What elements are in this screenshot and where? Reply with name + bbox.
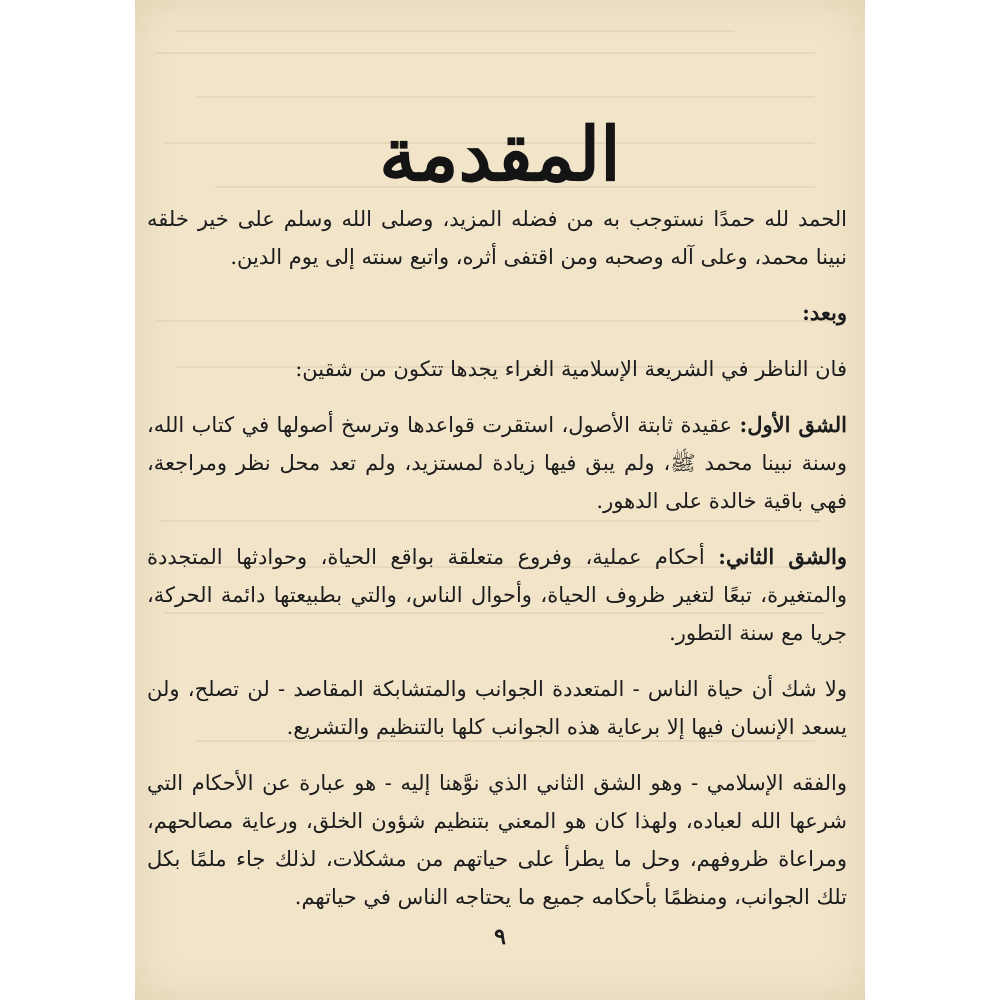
paragraph-second-part xyxy=(147,538,847,652)
paragraph-fiqh: والفقه الإسلامي - وهو الشق الثاني الذي نوَّهنا إليه - هو عبارة عن الأحكام التي شرعها الله لعباده، ولهذا كان هو المعني بتنظيم شؤون الخلق، ورعاية مصالحهم، ومراعاة ظروفهم، وحل ما يطرأ على حياتهم من مشكلات، لذلك جاء ملمًا بكل تلك الجوانب، ومنظمًا بأحكامه جميع ما يحتاجه الناس في حياتهم. xyxy=(147,771,847,909)
paragraph-wabad xyxy=(147,294,847,332)
first-part-label: الشق الأول: xyxy=(739,412,847,437)
body-text xyxy=(147,200,847,916)
paragraph-people-life: ولا شك أن حياة الناس - المتعددة الجوانب والمتشابكة المقاصد - لن تصلح، ولن يسعد الإنسان فيها إلا برعاية هذه الجوانب كلها بالتنظيم والتشريع. xyxy=(147,677,847,739)
page-number: ٩ xyxy=(494,924,506,950)
book-page xyxy=(135,0,865,1000)
second-part-text: أحكام عملية، وفروع متعلقة بواقع الحياة، وحوادثها المتجددة والمتغيرة، تبعًا لتغير ظروف الحياة، وأحوال الناس، والتي بطبيعتها دائمة الحركة، جريا مع سنة التطور. xyxy=(147,545,847,645)
second-part-label: والشق الثاني: xyxy=(718,544,847,569)
paragraph-opening: الحمد لله حمدًا نستوجب به من فضله المزيد، وصلى الله وسلم على خير خلقه نبينا محمد، وعلى آله وصحبه ومن اقتفى أثره، واتبع سنته إلى يوم الدين. xyxy=(147,207,847,269)
first-part-text: عقيدة ثابتة الأصول، استقرت قواعدها وترسخ أصولها في كتاب الله، وسنة نبينا محمد ﷺ، ولم يبق فيها زيادة لمستزيد، ولم تعد محل نظر ومراجعة، فهي باقية خالدة على الدهور. xyxy=(147,413,847,513)
paragraph-first-part xyxy=(147,406,847,520)
page-title: المقدمة xyxy=(379,112,621,198)
wabad-label: وبعد: xyxy=(802,300,847,325)
paragraph-intro: فان الناظر في الشريعة الإسلامية الغراء يجدها تتكون من شقين: xyxy=(295,357,847,381)
